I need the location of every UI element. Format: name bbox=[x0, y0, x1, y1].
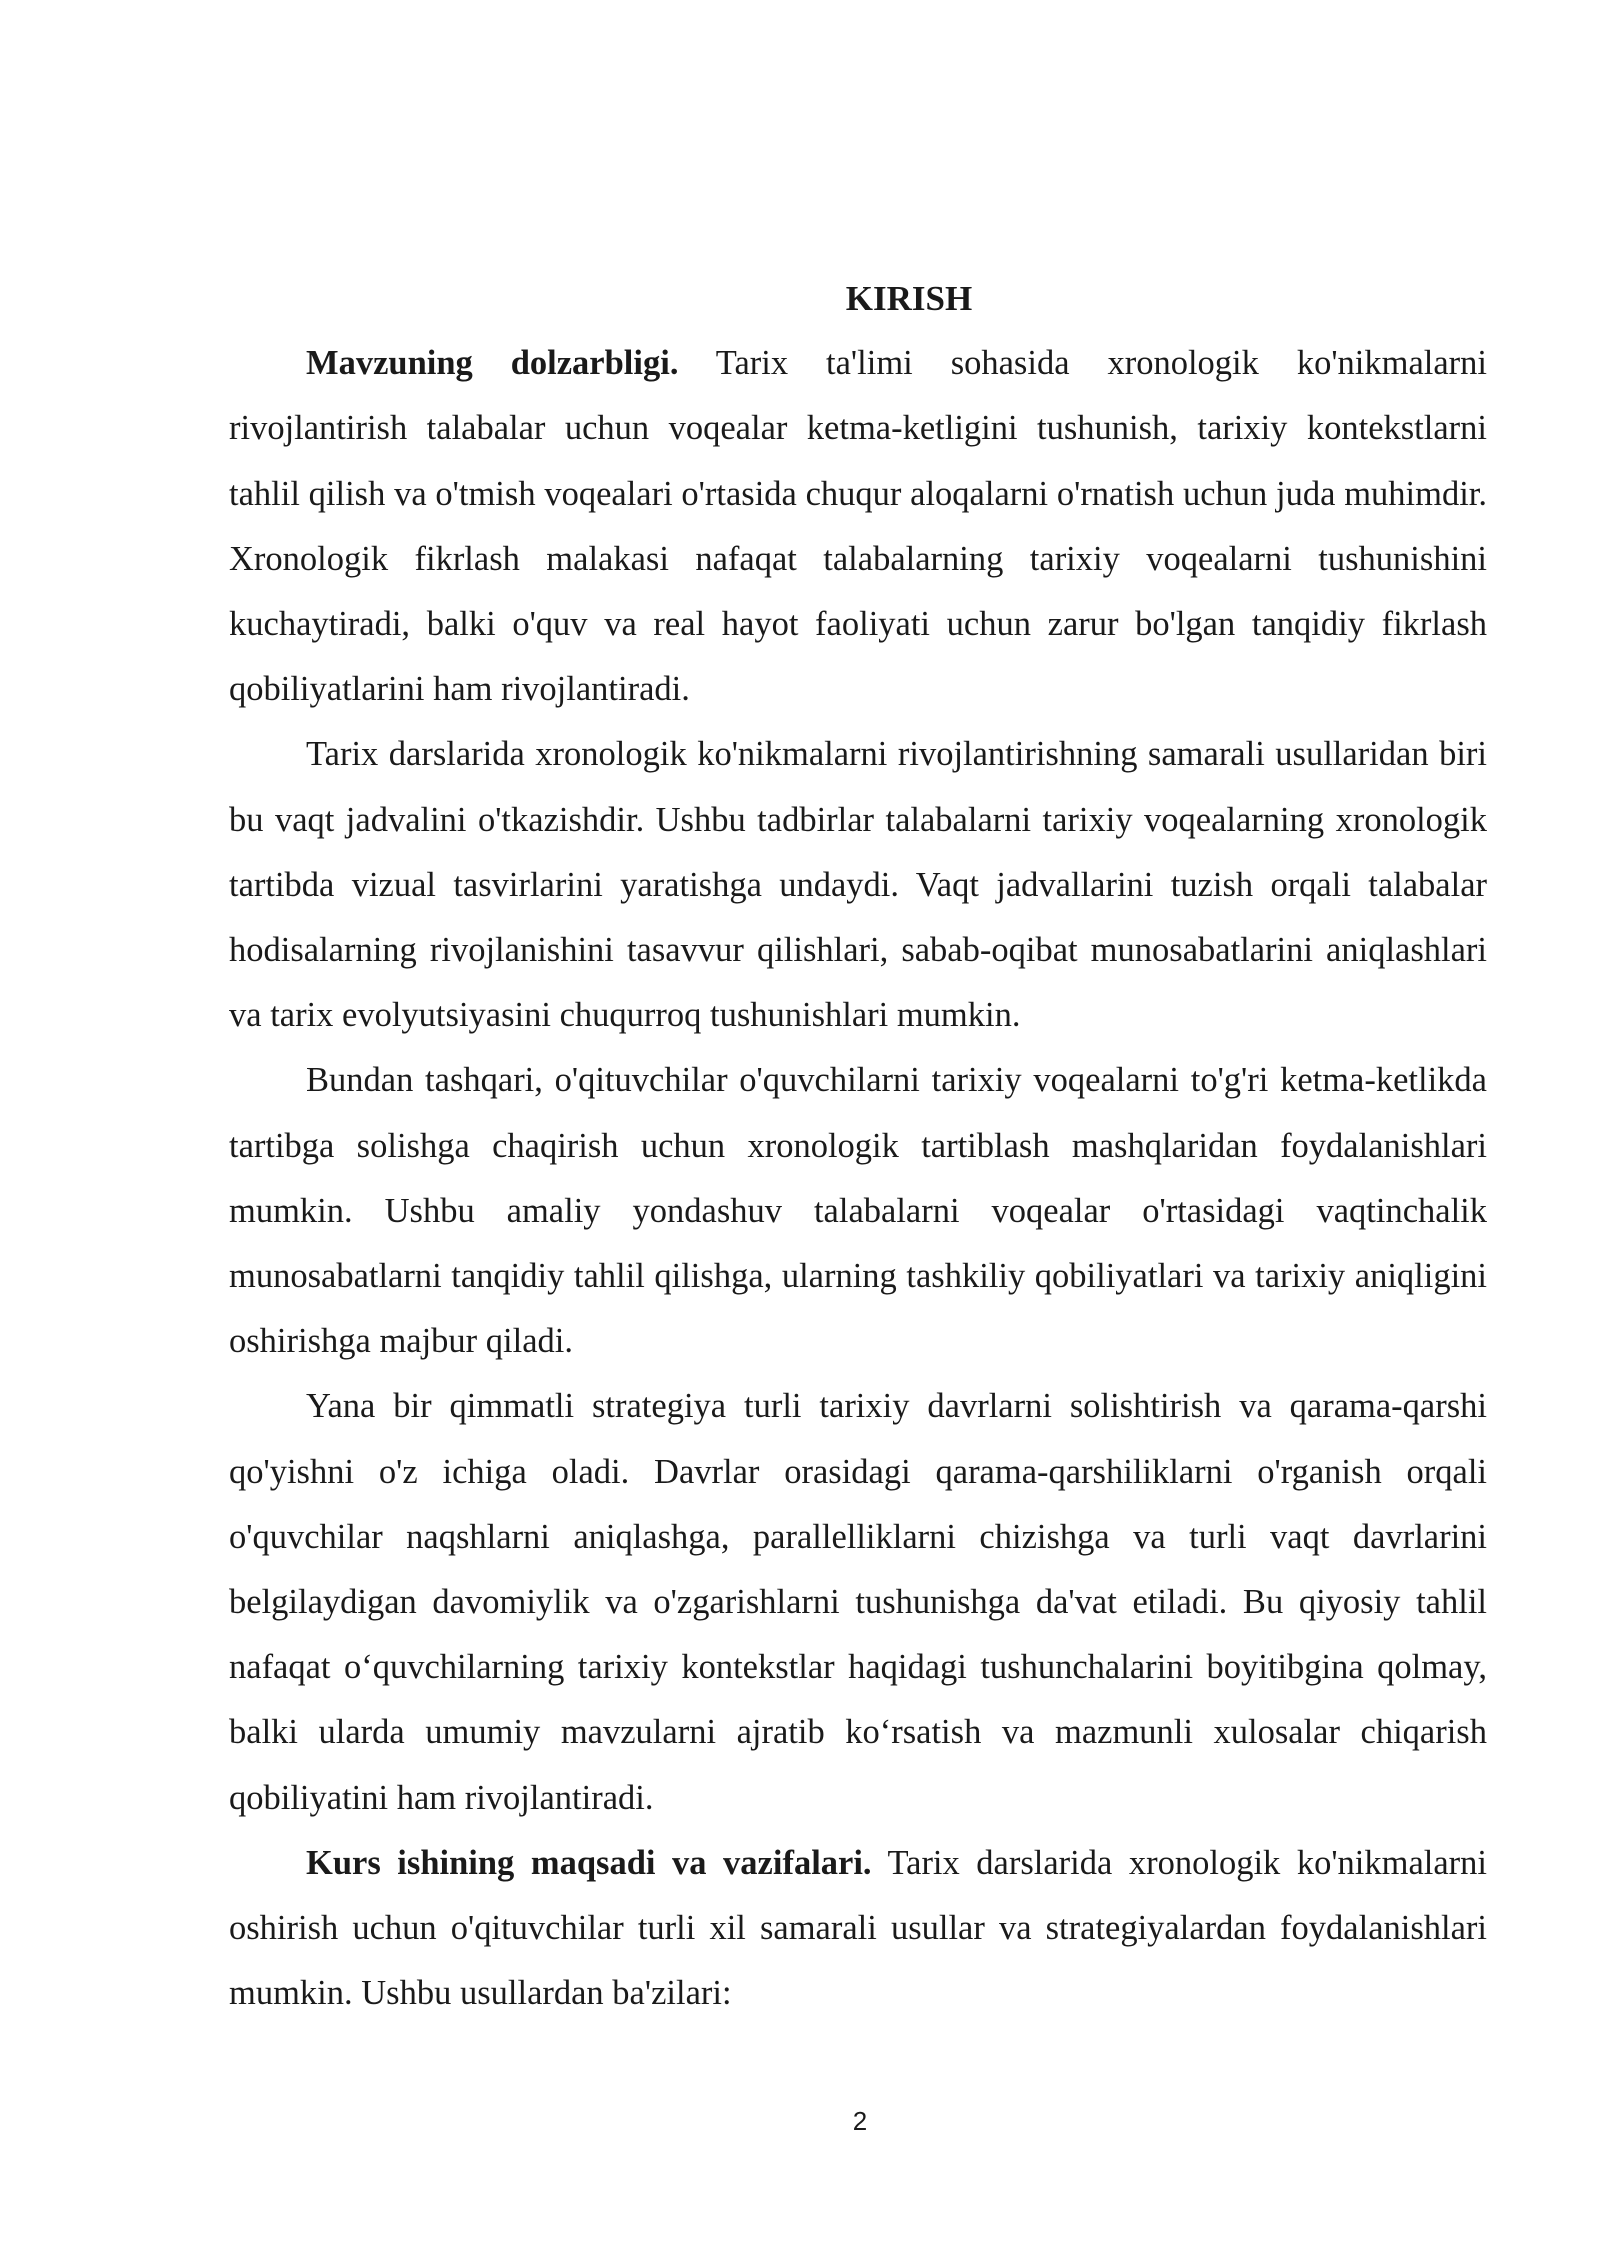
paragraph-text-sequencing: Bundan tashqari, o'qituvchilar o'quvchilarni tarixiy voqealarni to'g'ri ketma-ketlikda tartibga solishga chaqirish uchun xronologik tartiblash mashqlaridan foydalanishlari mumkin. Ushbu amaliy yondashuv talabalarni voqealar o'rtasidagi vaqtinchalik munosabatlarni tanqidiy tahlil qilishga, ularning tashkiliy qobiliyatlari va tarixiy aniqligini oshirishga majbur qiladi. bbox=[229, 1061, 1487, 1361]
paragraph-comparison bbox=[229, 1374, 1487, 1830]
paragraph-sequencing bbox=[229, 1048, 1487, 1374]
page-number: 2 bbox=[852, 2106, 868, 2136]
section-heading: KIRISH bbox=[845, 279, 973, 318]
paragraph-text-comparison: Yana bir qimmatli strategiya turli tarixiy davrlarni solishtirish va qarama-qarshi qo'yishni o'z ichiga oladi. Davrlar orasidagi qarama-qarshiliklarni o'rganish orqali o'quvchilar naqshlarni aniqlashga, parallelliklarni chizishga va turli vaqt davrlarini belgilaydigan davomiylik va o'zgarishlarni tushunishga da'vat etiladi. Bu qiyosiy tahlil nafaqat o‘quvchilarning tarixiy kontekstlar haqidagi tushunchalarini boyitibgina qolmay, balki ularda umumiy mavzularni ajratib ko‘rsatish va mazmunli xulosalar chiqarish qobiliyatini ham rivojlantiradi. bbox=[229, 1387, 1487, 1817]
document-body bbox=[229, 266, 1487, 2026]
paragraph-goals bbox=[229, 1831, 1487, 2027]
paragraph-lead-relevance: Mavzuning dolzarbligi. bbox=[306, 344, 679, 383]
paragraph-text-relevance: Tarix ta'limi sohasida xronologik ko'nikmalarni rivojlantirish talabalar uchun voqealar ketma-ketligini tushunish, tarixiy kontekstlarni tahlil qilish va o'tmish voqealari o'rtasida chuqur aloqalarni o'rnatish uchun juda muhimdir. Xronologik fikrlash malakasi nafaqat talabalarning tarixiy voqealarni tushunishini kuchaytiradi, balki o'quv va real hayot faoliyati uchun zarur bo'lgan tanqidiy fikrlash qobiliyatlarini ham rivojlantiradi. bbox=[229, 344, 1487, 709]
paragraph-text-goals: Tarix darslarida xronologik ko'nikmalarni oshirish uchun o'qituvchilar turli xil samarali usullar va strategiyalardan foydalanishlari mumkin. Ushbu usullardan ba'zilari: bbox=[229, 1843, 1487, 2013]
paragraph-timelines bbox=[229, 722, 1487, 1048]
paragraph-text-timelines: Tarix darslarida xronologik ko'nikmalarni rivojlantirishning samarali usullaridan biri bu vaqt jadvalini o'tkazishdir. Ushbu tadbirlar talabalarni tarixiy voqealarning xronologik tartibda vizual tasvirlarini yaratishga undaydi. Vaqt jadvallarini tuzish orqali talabalar hodisalarning rivojlanishini tasavvur qilishlari, sabab-oqibat munosabatlarini aniqlashlari va tarix evolyutsiyasini chuqurroq tushunishlari mumkin. bbox=[229, 735, 1487, 1035]
paragraph-lead-goals: Kurs ishining maqsadi va vazifalari. bbox=[306, 1843, 872, 1882]
paragraph-relevance bbox=[229, 331, 1487, 722]
